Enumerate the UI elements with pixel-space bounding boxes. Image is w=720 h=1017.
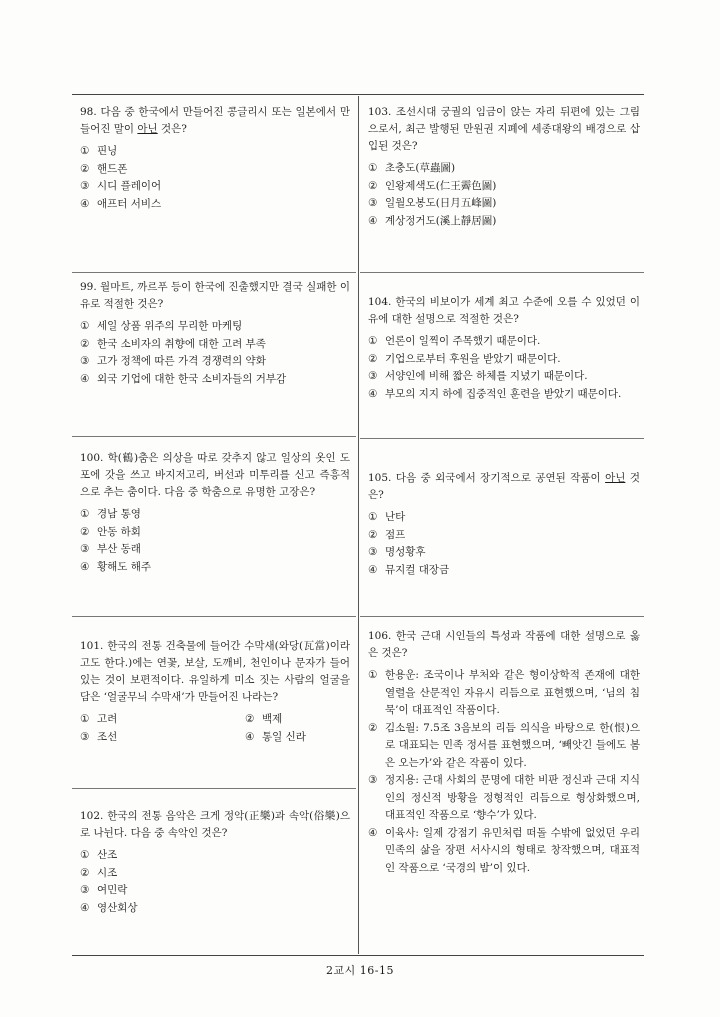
page-number: 2교시 16-15 [326,964,394,977]
answer-option[interactable]: ① 산조 [80,849,118,861]
question-separator [72,272,356,273]
answer-option[interactable]: ① 난타 [368,511,406,523]
answer-option[interactable]: ② 기업으로부터 후원을 받았기 때문이다. [368,352,561,365]
answer-option[interactable]: ① 경남 통영 [80,508,141,520]
question-stem: 98. 다음 중 한국에서 만들어진 콩글리시 또는 일본에서 만들어진 말이 아닌 것은? [80,106,350,135]
question-99 [80,279,350,388]
question-separator [72,788,356,789]
question-104 [368,294,640,403]
answer-option[interactable]: ② 김소월: 7.5조 3음보의 리듬 의식을 바탕으로 한(恨)으로 대표되는 민족 정서를 표현했으며, ‘빼앗긴 들에도 봄은 오는가’와 같은 작품이 있다. [368,721,640,769]
emphasis-text: 아닌 [605,472,626,484]
question-stem: 106. 한국 근대 시인들의 특성과 작품에 대한 설명으로 옳은 것은? [368,630,640,659]
answer-option[interactable]: ② 백제 [245,713,283,725]
answer-option[interactable]: ③ 정지용: 근대 사회의 문명에 대한 비판 정신과 근대 지식인의 정신적 방황을 정형적인 리듬으로 형상화했으며, 대표적인 작품으로 ‘향수’가 있다. [368,774,640,821]
question-103 [368,104,640,230]
question-separator [72,436,356,437]
options-grid [80,711,350,746]
answer-option[interactable]: ③ 일월오봉도(日月五峰圖) [368,197,497,209]
top-rule [72,94,644,95]
answer-option[interactable]: ② 한국 소비자의 취향에 대한 고려 부족 [80,337,266,350]
answer-option[interactable]: ② 안동 하회 [80,525,141,538]
question-separator [360,616,644,617]
answer-option[interactable]: ① 한용운: 조국이나 부처와 같은 형이상학적 존재에 대한 열렬을 산문적인 자유시 리듬으로 표현했으며, ‘님의 침묵’이 대표적인 작품이다. [368,669,640,716]
answer-option[interactable]: ④ 이육사: 일제 강점기 유민처럼 떠돌 수밖에 없었던 우리 민족의 삶을 장편 서사시의 형태로 창작했으며, 대표적인 작품으로 ‘국경의 밤’이 있다. [368,826,640,874]
answer-option[interactable]: ④ 부모의 지지 하에 집중적인 훈련을 받았기 때문이다. [368,387,622,400]
answer-option[interactable]: ① 초충도(草蟲圖) [368,162,456,174]
question-separator [360,438,644,439]
answer-option[interactable]: ④ 영산회상 [80,901,138,914]
answer-option[interactable]: ① 고려 [80,713,118,725]
question-stem: 103. 조선시대 궁궐의 임금이 앉는 자리 뒤편에 있는 그림으로서, 최근 발행된 만원권 지폐에 세종대왕의 배경으로 삽입된 것은? [368,106,640,152]
question-stem: 100. 학(鶴)춤은 의상을 따로 갖추지 않고 일상의 옷인 도포에 갓을 쓰고 바지저고리, 버선과 미투리를 신고 즉흥적으로 추는 춤이다. 다음 중 학춤으로 유명한 고장은? [80,452,350,498]
question-stem: 105. 다음 중 외국에서 장기적으로 공연된 작품이 아닌 것은? [368,472,640,501]
answer-option[interactable]: ③ 서양인에 비해 짧은 하체를 지녔기 때문이다. [368,370,588,382]
answer-option[interactable]: ② 시조 [80,866,118,879]
answer-option[interactable]: ③ 여민락 [80,884,128,896]
question-102 [80,808,350,917]
answer-option[interactable]: ① 언론이 일찍이 주목했기 때문이다. [368,335,541,347]
answer-option[interactable]: ④ 애프터 서비스 [80,197,162,210]
answer-option[interactable]: ④ 뮤지컬 대장금 [368,563,450,576]
answer-option[interactable]: ④ 계상정거도(溪上靜居圖) [368,214,497,227]
question-separator [72,616,356,617]
emphasis-text: 아닌 [137,123,158,135]
question-stem: 102. 한국의 전통 음악은 크게 정악(正樂)과 속악(俗樂)으로 나뉜다. 다음 중 속악인 것은? [80,810,350,839]
answer-option[interactable]: ② 점프 [368,528,406,541]
bottom-rule [72,955,644,956]
answer-option[interactable]: ① 세일 상품 위주의 무리한 마케팅 [80,320,243,332]
answer-option[interactable]: ③ 시디 플레이어 [80,180,162,192]
question-separator [360,272,644,273]
answer-option[interactable]: ④ 외국 기업에 대한 한국 소비자들의 거부감 [80,372,287,385]
question-stem: 101. 한국의 전통 건축물에 들어간 수막새(와당(瓦當)이라고도 한다.)에는 연꽃, 보살, 도깨비, 천인이나 문자가 들어 있는 것이 보편적이다. 유일하게 미소 짓는 사람의 얼굴을 담은 ‘얼굴무늬 수막새’가 만들어진 나라는? [80,640,350,703]
answer-option[interactable]: ④ 황해도 해주 [80,560,152,573]
answer-option[interactable]: ③ 부산 동래 [80,543,141,555]
question-stem: 104. 한국의 비보이가 세계 최고 수준에 오를 수 있었던 이유에 대한 설명으로 적절한 것은? [368,296,640,325]
question-101 [80,638,350,746]
question-98 [80,104,350,213]
question-stem: 99. 월마트, 까르푸 등이 한국에 진출했지만 결국 실패한 이유로 적절한 것은? [80,281,350,310]
answer-option[interactable]: ③ 고가 정책에 따른 가격 경쟁력의 약화 [80,355,266,367]
answer-option[interactable]: ② 인왕제색도(仁王霽色圖) [368,179,497,192]
answer-option[interactable]: ④ 통일 신라 [245,730,306,743]
answer-option[interactable]: ② 핸드폰 [80,162,128,175]
question-105 [368,470,640,579]
question-100 [80,450,350,576]
answer-option[interactable]: ③ 명성황후 [368,546,426,558]
column-divider [358,96,359,954]
answer-option[interactable]: ③ 조선 [80,730,118,743]
question-106 [368,628,640,877]
answer-option[interactable]: ① 핀닝 [80,145,118,157]
